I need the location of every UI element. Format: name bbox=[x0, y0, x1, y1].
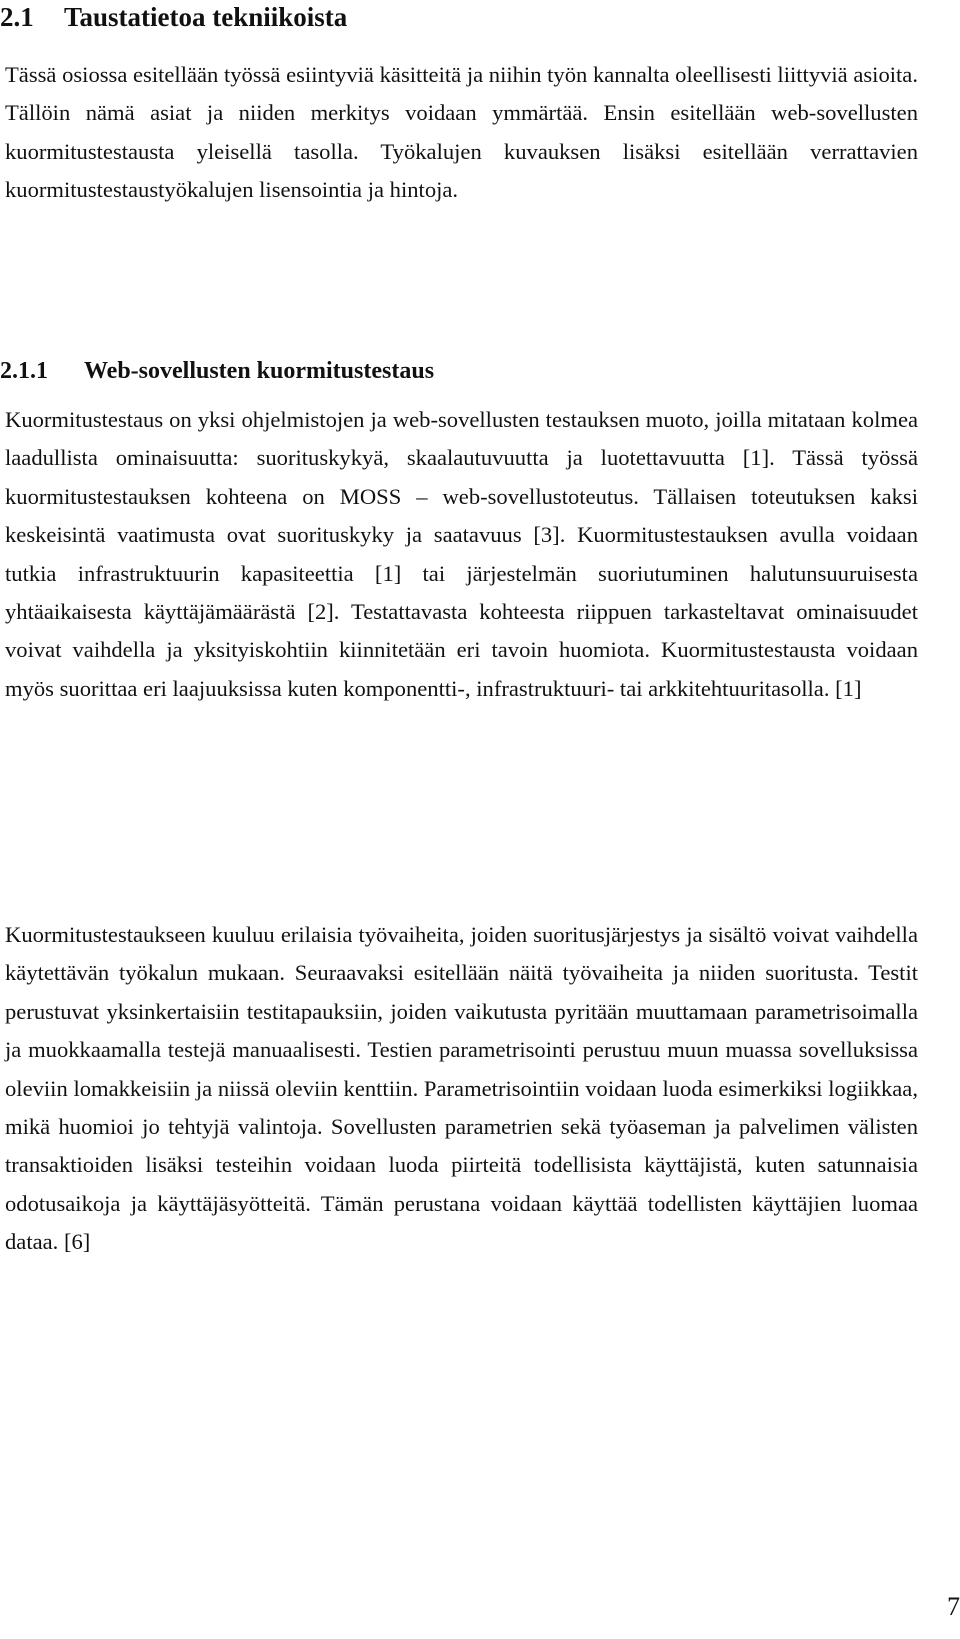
subsection-number: 2.1.1 bbox=[0, 358, 48, 384]
section-title: Taustatietoa tekniikoista bbox=[64, 2, 348, 32]
subsection-title: Web-sovellusten kuormitustestaus bbox=[84, 358, 435, 384]
section-number: 2.1 bbox=[0, 2, 34, 32]
section-heading bbox=[0, 2, 347, 32]
section-intro-paragraph: Tässä osiossa esitellään työssä esiintyviä käsitteitä ja niihin työn kannalta oleellisesti liittyviä asioita. Tällöin nämä asiat ja niiden merkitys voidaan ymmärtää. Ensin esitellään web-sovellusten kuormitustestausta yleisellä tasolla. Työkalujen kuvauksen lisäksi esitellään verrattavien kuormitustestaustyökalujen lisensointia ja hintoja. bbox=[5, 62, 918, 203]
page-number: 7 bbox=[947, 1592, 960, 1621]
body-paragraph: Kuormitustestaukseen kuuluu erilaisia työvaiheita, joiden suoritusjärjestys ja sisältö voivat vaihdella käytettävän työkalun mukaan. Seuraavaksi esitellään näitä työvaiheita ja niiden suoritusta. Testit perustuvat yksinkertaisiin testitapauksiin, joiden vaikutusta pyritään muuttamaan parametrisoimalla ja muokkaamalla testejä manuaalisesti. Testien parametrisointi perustuu muun muassa sovelluksissa oleviin lomakkeisiin ja niissä oleviin kenttiin. Parametrisointiin voidaan luoda esimerkiksi logiikkaa, mikä huomioi jo tehtyjä valintoja. Sovellusten parametrien sekä työaseman ja palvelimen välisten transaktioiden lisäksi testeihin voidaan luoda piirteitä todellisista käyttäjistä, kuten satunnaisia odotusaikoja ja käyttäjäsyötteitä. Tämän perustana voidaan käyttää todellisten käyttäjien luomaa dataa. [6] bbox=[5, 922, 918, 1255]
subsection-heading bbox=[0, 356, 434, 386]
body-paragraph: Kuormitustestaus on yksi ohjelmistojen ja web-sovellusten testauksen muoto, joilla mitataan kolmea laadullista ominaisuutta: suorituskykyä, skaalautuvuutta ja luotettavuutta [1]. Tässä työssä kuormitustestauksen kohteena on MOSS – web-sovellustoteutus. Tällaisen toteutuksen kaksi keskeisintä vaatimusta ovat suorituskyky ja saatavuus [3]. Kuormitustestauksen avulla voidaan tutkia infrastruktuurin kapasiteettia [1] tai järjestelmän suoriutuminen halutunsuuruisesta yhtäaikaisesta käyttäjämäärästä [2]. Testattavasta kohteesta riippuen tarkasteltavat ominaisuudet voivat vaihdella ja yksityiskohtiin kiinnitetään eri tavoin huomiota. Kuormitustestausta voidaan myös suorittaa eri laajuuksissa kuten komponentti-, infrastruktuuri- tai arkkitehtuuritasolla. [1] bbox=[5, 407, 918, 701]
